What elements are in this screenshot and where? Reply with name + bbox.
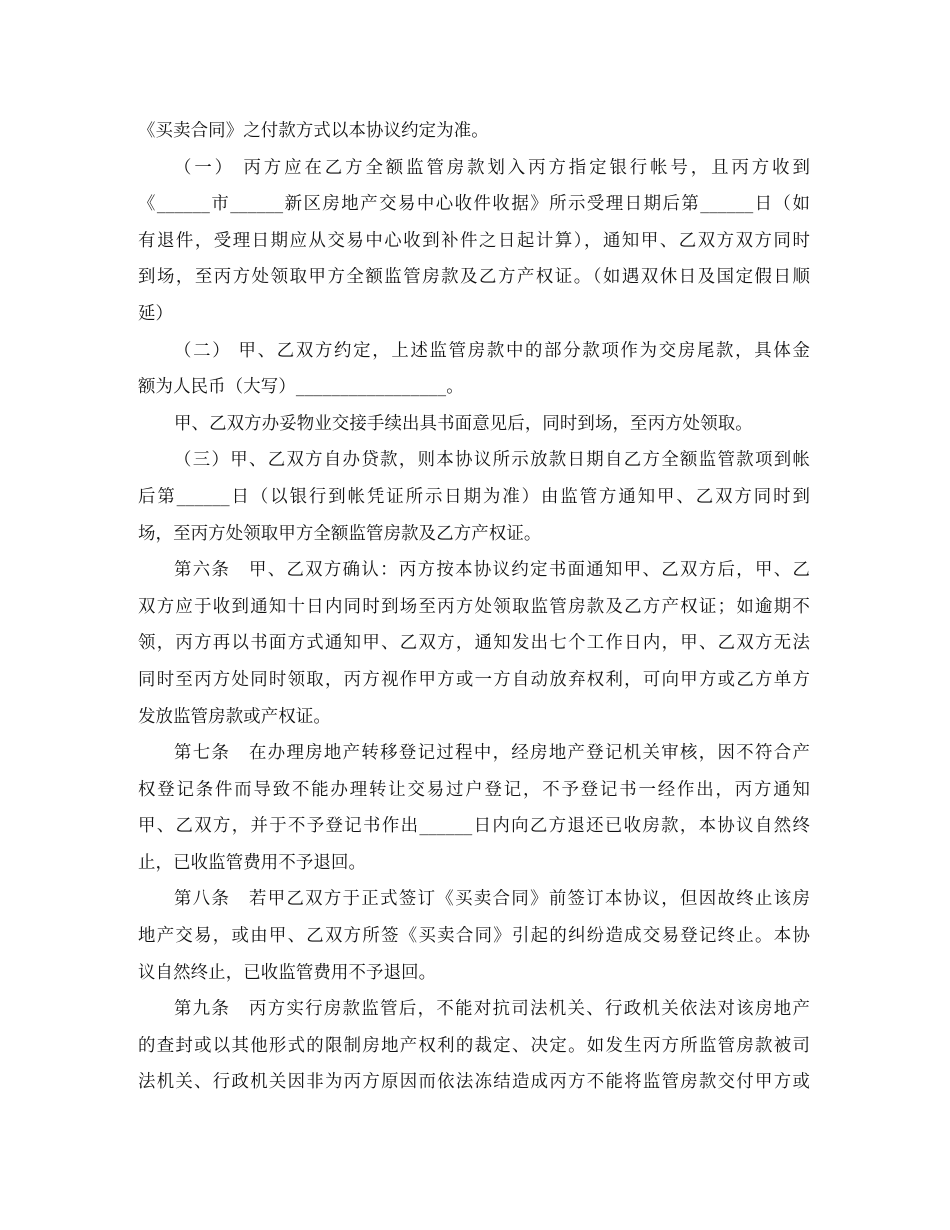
text-line: 到场，至丙方处领取甲方全额监管房款及乙方产权证。（如遇双休日及国定假日顺 — [138, 267, 810, 288]
paragraph-clause-1 — [138, 150, 810, 333]
text-line: 同时至丙方处同时领取，丙方视作甲方或一方自动放弃权利，可向甲方或乙方单方 — [138, 669, 810, 690]
text-line: （一） 丙方应在乙方全额监管房款划入丙方指定银行帐号，且丙方收到 — [174, 157, 810, 178]
text-line: 有退件，受理日期应从交易中心收到补件之日起计算），通知甲、乙双方双方同时 — [138, 230, 810, 251]
paragraph-clause-3 — [138, 442, 810, 552]
text-line: 议自然终止，已收监管费用不予退回。 — [138, 962, 437, 983]
paragraph-clause-2 — [138, 333, 810, 406]
text-line: 的查封或以其他形式的限制房地产权利的裁定、决定。如发生丙方所监管房款被司 — [138, 1035, 810, 1056]
paragraph-article-8 — [138, 881, 810, 991]
text-line: 《买卖合同》之付款方式以本协议约定为准。 — [138, 121, 489, 141]
text-line: 权登记条件而导致不能办理转让交易过户登记，不予登记书一经作出，丙方通知 — [138, 779, 810, 800]
text-line: 第九条 丙方实行房款监管后，不能对抗司法机关、行政机关依法对该房地产 — [174, 999, 810, 1020]
text-line: 地产交易，或由甲、乙双方所签《买卖合同》引起的纠纷造成交易登记终止。本协 — [138, 926, 810, 947]
text-line: （二） 甲、乙双方约定，上述监管房款中的部分款项作为交房尾款，具体金 — [174, 340, 810, 361]
paragraph-article-6 — [138, 552, 810, 735]
text-line: （三）甲、乙双方自办贷款，则本协议所示放款日期自乙方全额监管款项到帐 — [174, 450, 810, 471]
text-line: 止，已收监管费用不予退回。 — [138, 852, 367, 873]
paragraph-handover — [138, 406, 810, 443]
text-line: 法机关、行政机关因非为丙方原因而依法冻结造成丙方不能将监管房款交付甲方或 — [138, 1072, 810, 1093]
text-line: 《______市______新区房地产交易中心收件收据》所示受理日期后第______日（如 — [138, 194, 810, 215]
text-line: 第六条 甲、乙双方确认：丙方按本协议约定书面通知甲、乙双方后，甲、乙 — [174, 560, 810, 581]
text-line: 额为人民币（大写）_________________。 — [138, 377, 464, 398]
text-line: 甲、乙双方办妥物业交接手续出具书面意见后，同时到场，至丙方处领取。 — [174, 413, 753, 434]
text-line: 领，丙方再以书面方式通知甲、乙双方，通知发出七个工作日内，甲、乙双方无法 — [138, 633, 810, 654]
text-line: 第七条 在办理房地产转移登记过程中，经房地产登记机关审核，因不符合产 — [174, 743, 810, 764]
text-line: 甲、乙双方，并于不予登记书作出______日内向乙方退还已收房款，本协议自然终 — [138, 816, 810, 837]
document-body — [138, 113, 810, 1101]
text-line: 场，至丙方处领取甲方全额监管房款及乙方产权证。 — [138, 523, 542, 544]
paragraph-article-9 — [138, 991, 810, 1101]
paragraph-payment-method — [138, 113, 810, 150]
text-line: 发放监管房款或产权证。 — [138, 706, 331, 727]
text-line: 双方应于收到通知十日内同时到场至丙方处领取监管房款及乙方产权证；如逾期不 — [138, 596, 810, 617]
text-line: 延） — [138, 303, 174, 324]
text-line: 第八条 若甲乙双方于正式签订《买卖合同》前签订本协议，但因故终止该房 — [174, 889, 810, 910]
text-line: 后第______日（以银行到帐凭证所示日期为准）由监管方通知甲、乙双方同时到 — [138, 486, 810, 507]
paragraph-article-7 — [138, 735, 810, 881]
